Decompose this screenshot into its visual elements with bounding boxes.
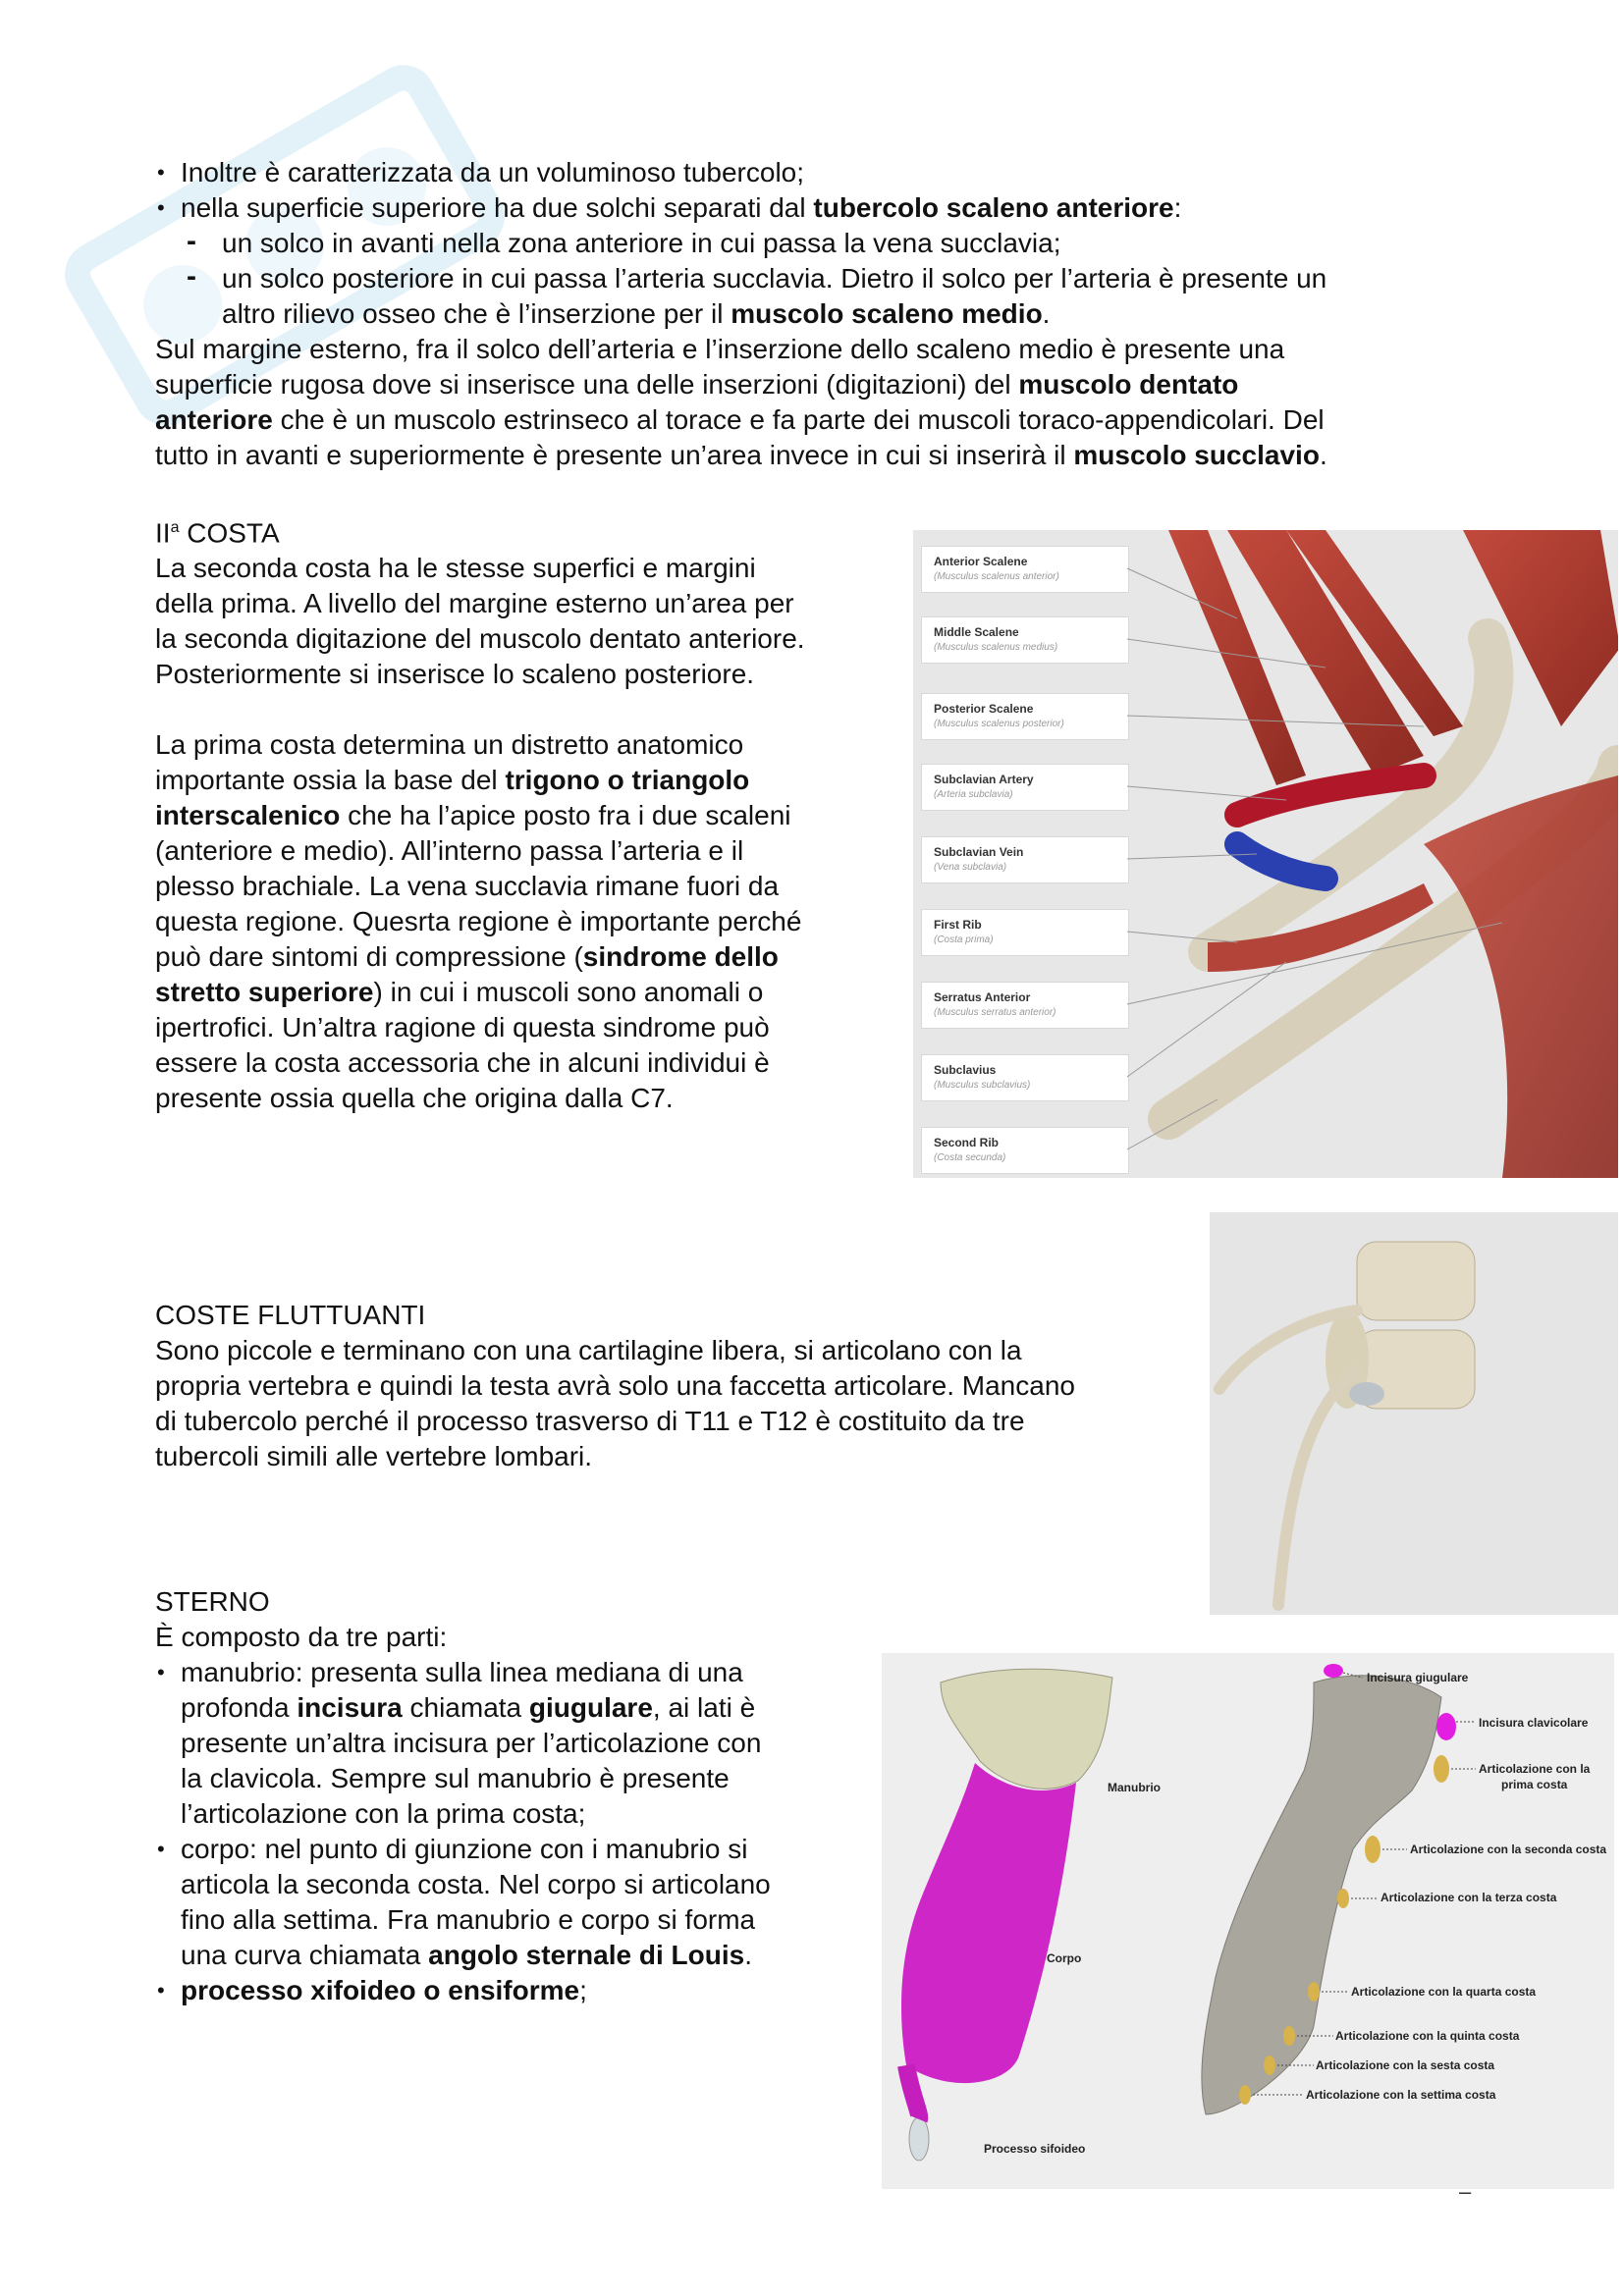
paragraph-line: tutto in avanti e superiormente è presente un’area invece in cui si inserirà il muscolo succlavio.: [155, 440, 1327, 470]
text-line: È composto da tre parti:: [155, 1622, 448, 1652]
bullet-item: • processo xifoideo o ensiforme;: [155, 1973, 882, 2008]
label-line: Articolazione con la: [1479, 1762, 1591, 1776]
label-art-terza: Articolazione con la terza costa: [1380, 1891, 1557, 1904]
paragraph-line: Sul margine esterno, fra il solco dell’arteria e l’inserzione dello scaleno medio è presente una: [155, 334, 1285, 364]
label-first-rib: First Rib (Costa prima): [921, 909, 1129, 956]
text-line: interscalenico che ha l’apice posto fra i due scaleni: [155, 800, 791, 831]
floating-ribs-section: [155, 1298, 1196, 1474]
text-line: importante ossia la base del trigono o triangolo: [155, 765, 750, 796]
label-leader-lines: [913, 530, 1618, 1178]
text-line: plesso brachiale. La vena succlavia rimane fuori da: [155, 871, 780, 902]
dash-item: - un solco in avanti nella zona anteriore in cui passa la vena succlavia;: [155, 226, 1471, 261]
text-line: (anteriore e medio). All’interno passa l’arteria e il: [155, 835, 744, 867]
label-incisura-giugulare: Incisura giugulare: [1367, 1671, 1469, 1684]
text-line: La seconda costa ha le stesse superfici e margini: [155, 553, 756, 584]
label-processo: Processo sifoideo: [984, 2142, 1086, 2156]
label-art-quarta: Articolazione con la quarta costa: [1351, 1985, 1537, 1999]
dash-item: - un solco posteriore in cui passa l’arteria succlavia. Dietro il solco per l’arteria è presente un: [155, 261, 1471, 296]
label-second-rib: Second Rib (Costa secunda): [921, 1127, 1129, 1174]
label-middle-scalene: Middle Scalene (Musculus scalenus medius): [921, 616, 1129, 664]
label-serratus-anterior: Serratus Anterior (Musculus serratus anterior): [921, 982, 1129, 1029]
paragraph-line: anteriore che è un muscolo estrinseco al torace e fa parte dei muscoli toraco-appendicolari. Del: [155, 404, 1325, 435]
intro-section: [155, 155, 1471, 473]
bullet-continued: articola la seconda costa. Nel corpo si articolano: [181, 1869, 771, 1899]
label-incisura-clavicolare: Incisura clavicolare: [1479, 1716, 1589, 1730]
label-corpo: Corpo: [1047, 1951, 1082, 1965]
bullet-continued: la clavicola. Sempre sul manubrio è presente: [181, 1763, 730, 1793]
text-line: Posteriormente si inserisce lo scaleno posteriore.: [155, 659, 755, 690]
text-line: tubercoli simili alle vertebre lombari.: [155, 1441, 593, 1471]
label-posterior-scalene: Posterior Scalene (Musculus scalenus posterior): [921, 693, 1129, 740]
section-heading: COSTE FLUTTUANTI: [155, 1300, 426, 1330]
dash-item-continued: altro rilievo osseo che è l’inserzione per il muscolo scaleno medio.: [222, 298, 1051, 329]
label-line: prima costa: [1501, 1778, 1568, 1791]
label-subclavian-vein: Subclavian Vein (Vena subclavia): [921, 836, 1129, 883]
label-manubrio: Manubrio: [1108, 1781, 1161, 1794]
paragraph-line: superficie rugosa dove si inserisce una delle inserzioni (digitazioni) del muscolo dentato: [155, 369, 1239, 400]
bullet-continued: l’articolazione con la prima costa;: [181, 1798, 586, 1829]
text-line: di tubercolo perché il processo trasverso di T11 e T12 è costituito da tre: [155, 1406, 1025, 1436]
label-art-prima: [1479, 1761, 1590, 1792]
bullet-continued: profonda incisura chiamata giugulare, ai lati è: [181, 1692, 756, 1723]
figure-floating-ribs: [1210, 1212, 1618, 1615]
section-heading: STERNO: [155, 1586, 270, 1617]
text-line: Sono piccole e terminano con una cartilagine libera, si articolano con la: [155, 1335, 1022, 1365]
label-art-seconda: Articolazione con la seconda costa: [1410, 1842, 1607, 1856]
text-line: della prima. A livello del margine esterno un’area per: [155, 588, 794, 619]
text-line: essere la costa accessoria che in alcuni individui è: [155, 1047, 770, 1079]
text-line: La prima costa determina un distretto anatomico: [155, 729, 744, 761]
label-art-settima: Articolazione con la settima costa: [1306, 2088, 1496, 2102]
text-line: stretto superiore) in cui i muscoli sono anomali o: [155, 977, 764, 1008]
sternum-illustration: [882, 1653, 1614, 2189]
bullet-item: • Inoltre è caratterizzata da un voluminoso tubercolo;: [155, 155, 1471, 190]
bullet-continued: presente un’altra incisura per l’articolazione con: [181, 1728, 762, 1758]
floating-ribs-illustration: [1210, 1212, 1618, 1615]
bullet-item: • manubrio: presenta sulla linea mediana di una: [155, 1655, 882, 1690]
figure-sternum: [882, 1653, 1614, 2189]
bullet-item: • corpo: nel punto di giunzione con i manubrio si: [155, 1832, 882, 1867]
bullet-item: • nella superficie superiore ha due solchi separati dal tubercolo scaleno anteriore:: [155, 190, 1471, 226]
text-line: ipertrofici. Un’altra ragione di questa sindrome può: [155, 1012, 770, 1043]
sternum-section: [155, 1584, 882, 2008]
second-rib-section: [155, 510, 901, 1116]
text-line: presente ossia quella che origina dalla C7.: [155, 1083, 674, 1114]
text-line: propria vertebra e quindi la testa avrà solo una faccetta articolare. Mancano: [155, 1370, 1075, 1401]
text-line: la seconda digitazione del muscolo dentato anteriore.: [155, 623, 805, 655]
figure-scalene-muscles: [913, 530, 1618, 1178]
label-subclavian-artery: Subclavian Artery (Arteria subclavia): [921, 764, 1129, 811]
section-heading: $II^a$ COSTA: [155, 517, 280, 549]
bullet-continued: fino alla settima. Fra manubrio e corpo si forma: [181, 1904, 756, 1935]
label-anterior-scalene: Anterior Scalene (Musculus scalenus anterior): [921, 546, 1129, 593]
bullet-continued: una curva chiamata angolo sternale di Louis.: [181, 1940, 752, 1970]
label-art-quinta: Articolazione con la quinta costa: [1335, 2029, 1520, 2043]
label-art-sesta: Articolazione con la sesta costa: [1316, 2058, 1495, 2072]
text-line: questa regione. Quesrta regione è importante perché: [155, 906, 802, 937]
text-line: può dare sintomi di compressione (sindrome dello: [155, 941, 779, 973]
page-footer-mark: –: [1459, 2179, 1472, 2204]
label-subclavius: Subclavius (Musculus subclavius): [921, 1054, 1129, 1101]
